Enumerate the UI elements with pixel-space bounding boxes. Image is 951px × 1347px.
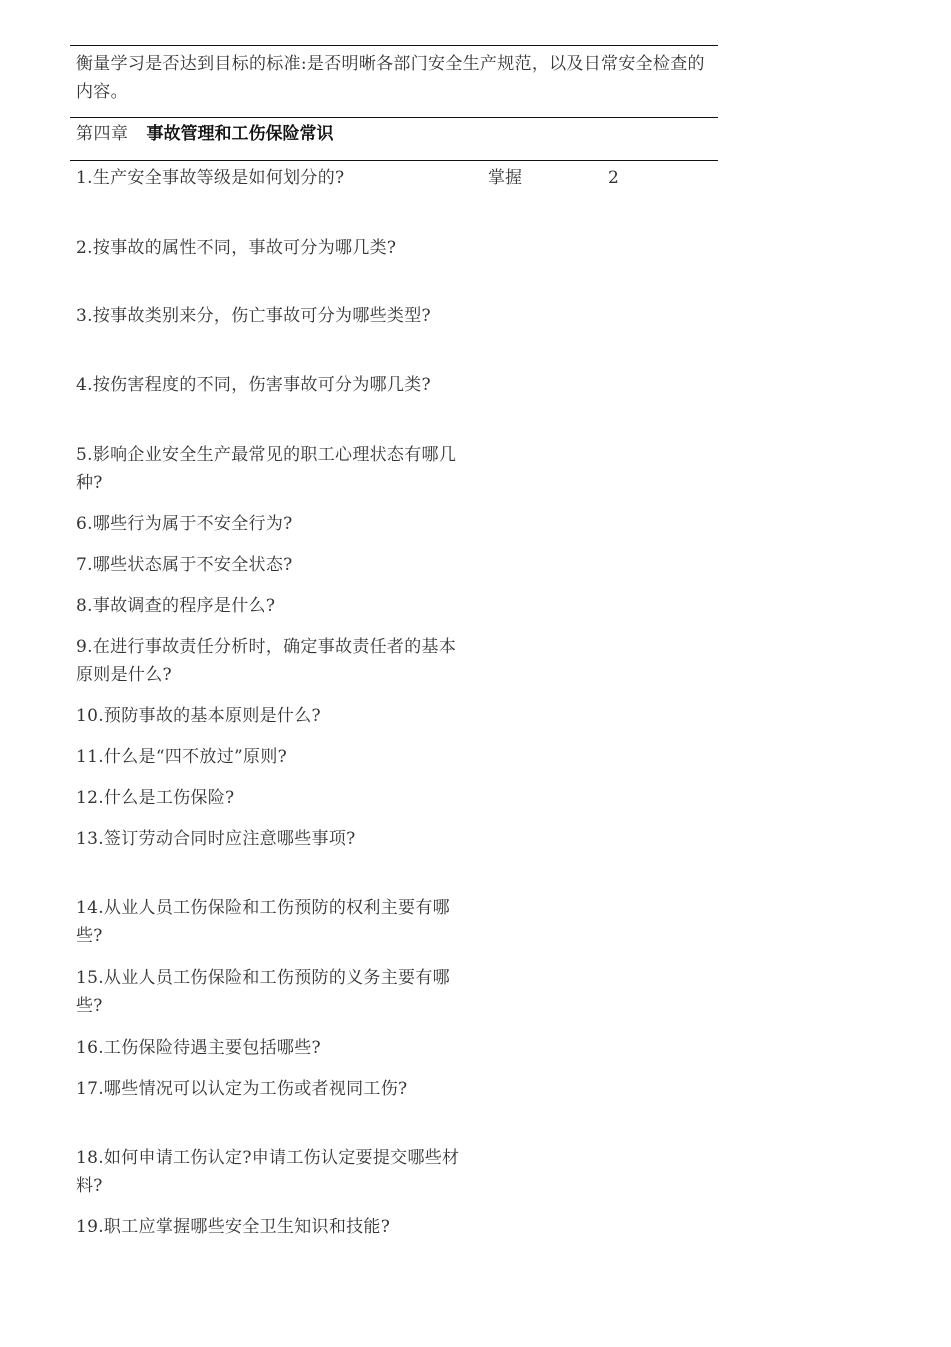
chapter-bottom-rule [70, 160, 718, 161]
chapter-top-rule [70, 117, 718, 118]
question-item: 18.如何申请工伤认定?申请工伤认定要提交哪些材料? [76, 1148, 460, 1196]
question-item: 8.事故调查的程序是什么? [76, 596, 276, 616]
question-item: 5.影响企业安全生产最常见的职工心理状态有哪几种? [76, 445, 457, 493]
question-item: 7.哪些状态属于不安全状态? [76, 555, 293, 575]
question-item: 11.什么是“四不放过”原则? [76, 747, 288, 767]
question-item: 14.从业人员工伤保险和工伤预防的权利主要有哪些? [76, 898, 450, 946]
question-item: 9.在进行事故责任分析时，确定事故责任者的基本原则是什么? [76, 637, 457, 685]
question-item: 4.按伤害程度的不同，伤害事故可分为哪几类? [76, 375, 431, 395]
learning-goal-text: 衡量学习是否达到目标的标准:是否明晰各部门安全生产规范，以及日常安全检查的内容。 [76, 54, 705, 102]
mastery-level: 掌握 [488, 168, 522, 188]
top-rule [70, 45, 718, 46]
question-item: 10.预防事故的基本原则是什么? [76, 706, 321, 726]
class-hours: 2 [608, 168, 619, 188]
question-item: 6.哪些行为属于不安全行为? [76, 514, 293, 534]
question-item: 17.哪些情况可以认定为工伤或者视同工伤? [76, 1079, 408, 1099]
question-item: 15.从业人员工伤保险和工伤预防的义务主要有哪些? [76, 968, 450, 1016]
chapter-number: 第四章 [76, 124, 129, 144]
question-item: 2.按事故的属性不同，事故可分为哪几类? [76, 238, 397, 258]
chapter-heading [76, 120, 334, 148]
question-item: 13.签订劳动合同时应注意哪些事项? [76, 829, 356, 849]
chapter-title: 事故管理和工伤保险常识 [146, 124, 334, 144]
question-item: 1.生产安全事故等级是如何划分的? [76, 168, 345, 188]
question-item: 12.什么是工伤保险? [76, 788, 235, 808]
question-item: 19.职工应掌握哪些安全卫生知识和技能? [76, 1217, 391, 1237]
question-item: 3.按事故类别来分，伤亡事故可分为哪些类型? [76, 306, 431, 326]
question-item: 16.工伤保险待遇主要包括哪些? [76, 1038, 321, 1058]
